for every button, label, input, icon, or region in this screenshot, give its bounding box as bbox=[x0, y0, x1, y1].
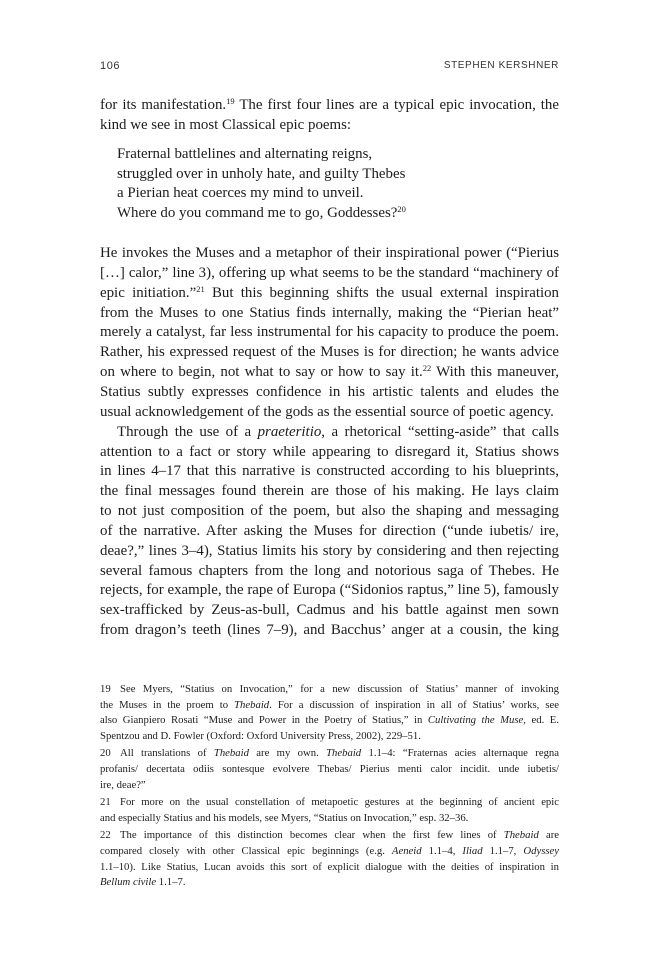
verse-line: Fraternal battlelines and alternating reigns, bbox=[117, 145, 373, 162]
text-line: He invokes the Muses and a metaphor of their inspirational power (“Pierius bbox=[100, 245, 559, 262]
note-line: 20 All translations of Thebaid are my own. Thebaid 1.1–4: “Fraternas acies alternaque regna bbox=[100, 746, 559, 762]
footnote-21 bbox=[100, 795, 559, 826]
text-line: of the narrative. After asking the Muses for direction (“unde iubetis/ ire, bbox=[100, 522, 559, 539]
text-line: Statius subtly expresses confidence in his artistic talents and eludes the bbox=[100, 383, 559, 400]
text-line: merely a catalyst, far less instrumental for his capacity to produce the poem. bbox=[100, 324, 559, 341]
note-line: Bellum civile 1.1–7. bbox=[100, 876, 186, 889]
text-line: deae?,” lines 3–4), Statius limits his story by considering and then rejecting bbox=[100, 542, 559, 559]
note-line: 1.1–10). Like Statius, Lucan avoids this sort of explicit dialogue with the deities of inspiration in bbox=[100, 860, 559, 873]
text-line: kind we see in most Classical epic poems: bbox=[100, 116, 352, 133]
note-line: and especially Statius and his models, see Myers, “Statius on Invocation,” esp. 32–36. bbox=[100, 811, 469, 824]
footnote-ref-22[interactable]: 22 bbox=[422, 363, 432, 374]
footnote-ref-19[interactable]: 19 bbox=[226, 96, 235, 106]
footnote-20 bbox=[100, 746, 559, 793]
paragraph-1 bbox=[100, 96, 559, 136]
text-line: from dragon’s teeth (lines 7–9), and Bacchus’ anger at a cousin, the king bbox=[100, 622, 559, 639]
text-line: Through the use of a praeteritio, a rhetorical “setting-aside” that calls bbox=[117, 423, 559, 440]
footnotes bbox=[100, 682, 559, 893]
running-head-author: STEPHEN KERSHNER bbox=[443, 60, 559, 71]
text-line: sex-trafficked by Zeus-as-bull, Cadmus and his battle against men sown bbox=[100, 602, 559, 619]
footnote-number: 19 bbox=[100, 683, 111, 695]
text-line: for its manifestation.$^{19}$ The first four lines are a typical epic invocation, the bbox=[100, 96, 559, 113]
note-line: profanis/ decertata odiis sontesque evolvere Thebas/ Pierius menti calor incidit. unde iubetis/ bbox=[100, 762, 559, 775]
italic-term: praeteritio bbox=[257, 423, 322, 440]
text-line: rejects, for example, the rape of Europa (“Sidonios raptus,” line 5), famously bbox=[100, 582, 559, 599]
text-line: epic initiation.”$^{21}$ But this beginning shifts the usual external inspiration bbox=[100, 283, 560, 301]
text-line: […] calor,” line 3), offering up what seems to be the standard “machinery of bbox=[100, 264, 559, 281]
text-line: Rather, his expressed request of the Muses is for direction; he wants advice bbox=[100, 344, 559, 361]
verse-line: a Pierian heat coerces my mind to unveil. bbox=[117, 185, 364, 202]
text-line: in lines 4–17 that this narrative is constructed according to his blueprints, bbox=[100, 463, 559, 480]
text-line: from the Muses to one Statius finds internally, making the “Pierian heat” bbox=[100, 304, 559, 321]
running-header bbox=[100, 60, 559, 76]
note-line: Spentzou and D. Fowler (Oxford: Oxford University Press, 2002), 229–51. bbox=[100, 729, 421, 742]
footnote-number: 20 bbox=[100, 747, 111, 760]
text-line: the final messages found therein are those of his making. He lays claim bbox=[100, 483, 559, 500]
note-line: ire, deae?” bbox=[100, 778, 146, 791]
note-line: compared closely with other Classical epic beginnings (e.g. Aeneid 1.1–4, Iliad 1.1–7, Odyssey bbox=[100, 844, 560, 857]
footnote-ref-20[interactable]: 20 bbox=[397, 204, 406, 215]
note-line: 21 For more on the usual constellation of metapoetic gestures at the beginning of ancient epic bbox=[100, 795, 559, 811]
footnote-19 bbox=[100, 682, 559, 744]
footnote-number: 22 bbox=[100, 829, 111, 842]
note-line: also Gianpiero Rosati “Muse and Power in the Poetry of Statius,” in Cultivating the Muse, ed. E. bbox=[100, 714, 559, 727]
footnote-number: 21 bbox=[100, 796, 111, 809]
footnote-ref-21[interactable]: 21 bbox=[196, 283, 205, 294]
note-line: 22 The importance of this distinction becomes clear when the first few lines of Thebaid are bbox=[100, 828, 559, 844]
text-line: attention to a fact or story while appearing to disregard it, Statius shows bbox=[100, 443, 559, 460]
verse-line: struggled over in unholy hate, and guilty Thebes bbox=[117, 165, 406, 182]
page-number: 106 bbox=[100, 60, 121, 72]
paragraph-3 bbox=[100, 423, 559, 641]
verse-line: Where do you command me to go, Goddesses?$^{20}$ bbox=[117, 204, 406, 222]
main-text bbox=[100, 96, 559, 641]
footnote-22 bbox=[100, 828, 559, 890]
text-line: to not just composition of the poem, but also the shaping and messaging bbox=[100, 503, 559, 520]
note-line: 19 See Myers, “Statius on Invocation,” for a new discussion of Statius’ manner of invoking bbox=[100, 682, 559, 698]
note-line: the Muses in the proem to Thebaid. For a discussion of inspiration in all of Statius’ works, see bbox=[100, 698, 560, 711]
text-line: several famous chapters from the long and notorious saga of Thebes. He bbox=[100, 562, 559, 579]
text-line: on where to begin, not what to say or how to say it.$^{22}$ With this maneuver, bbox=[100, 363, 559, 381]
paragraph-2 bbox=[100, 244, 559, 423]
text-line: usual acknowledgement of the gods as the essential source of poetic agency. bbox=[100, 403, 554, 420]
verse-quotation bbox=[117, 145, 559, 224]
